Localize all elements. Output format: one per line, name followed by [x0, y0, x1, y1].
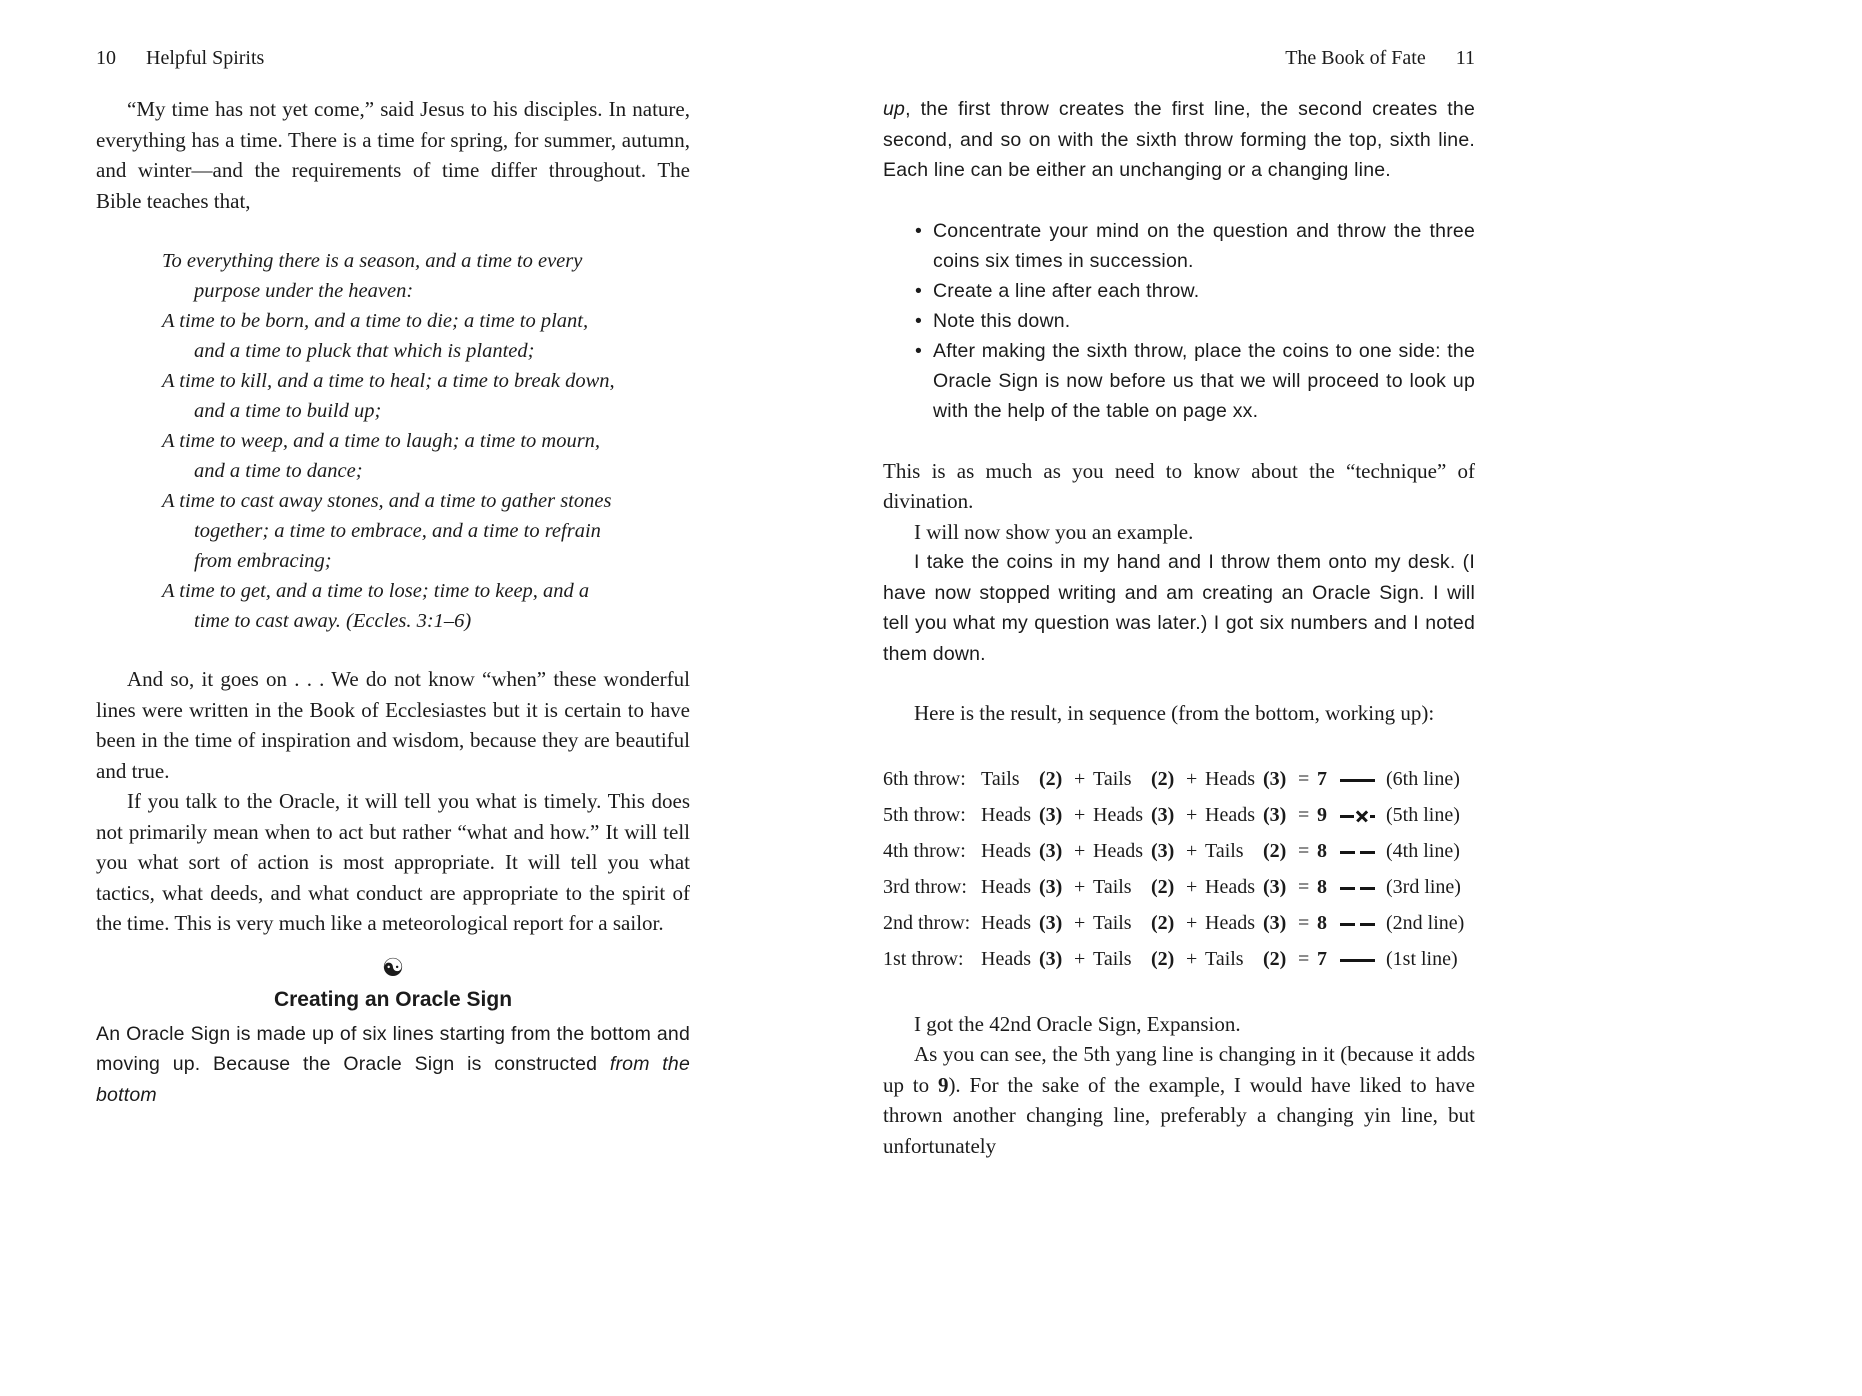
equals-sign: = [1298, 768, 1310, 790]
changing-line-x-icon [1354, 808, 1370, 824]
coin-result: Tails [1093, 876, 1132, 898]
quote-line: from embracing; [194, 550, 332, 572]
coin-result: Heads [1205, 912, 1255, 934]
coin-value: (3) [1263, 768, 1287, 790]
running-header-right [883, 46, 1475, 70]
list-item [915, 276, 1475, 306]
coin-value: (2) [1039, 768, 1063, 790]
line-name: (2nd line) [1386, 912, 1465, 934]
coin-value: (3) [1263, 804, 1287, 826]
coin-result: Heads [1205, 876, 1255, 898]
coin-value: (3) [1151, 840, 1175, 862]
plus-sign: + [1074, 912, 1086, 934]
line-name: (3rd line) [1386, 876, 1461, 898]
paragraph-sign-continuation [883, 94, 1475, 186]
paragraph-text: An Oracle Sign is made up of six lines starting from the bottom and moving up. Because the Oracle Sign is constructed [96, 1022, 690, 1075]
plus-sign: + [1186, 768, 1198, 790]
throw-sum: 9 [1317, 804, 1327, 826]
throw-sum: 7 [1317, 768, 1327, 790]
coin-value: (3) [1039, 912, 1063, 934]
paragraph-throwing-coins: I take the coins in my hand and I throw them onto my desk. (I have now stopped writing and am creating an Oracle Sign. I will tell you what my question was later.) I got six numbers and I noted them down. [883, 551, 1475, 665]
quote-line: together; a time to embrace, and a time to refrain [194, 520, 601, 542]
throw-row [883, 798, 1475, 834]
line-name: (5th line) [1386, 804, 1460, 826]
italic-phrase: up [883, 98, 906, 120]
yin-yang-icon: ☯ [381, 952, 405, 982]
bullet-text: After making the sixth throw, place the coins to one side: the Oracle Sign is now before us that we will proceed to look up with the help of the table on page xx. [933, 339, 1475, 422]
coin-value: (2) [1263, 948, 1287, 970]
instruction-list [915, 216, 1475, 426]
list-item [915, 216, 1475, 276]
quote-line: and a time to build up; [194, 400, 382, 422]
coin-result: Tails [981, 768, 1020, 790]
throw-label: 5th throw: [883, 804, 966, 826]
throw-sum: 8 [1317, 876, 1327, 898]
coin-result: Tails [1093, 768, 1132, 790]
hexagram-line-icon [1340, 842, 1380, 862]
coin-value: (3) [1039, 876, 1063, 898]
coin-value: (2) [1263, 840, 1287, 862]
coin-result: Heads [981, 804, 1031, 826]
coin-value: (3) [1039, 840, 1063, 862]
page-number: 11 [1455, 47, 1475, 69]
hexagram-line-icon [1340, 950, 1380, 970]
hexagram-line-icon [1340, 914, 1380, 934]
coin-value: (2) [1151, 912, 1175, 934]
italic-phrase: from the bottom [96, 1053, 690, 1106]
coin-value: (3) [1039, 804, 1063, 826]
coin-result: Heads [1093, 840, 1143, 862]
plus-sign: + [1186, 840, 1198, 862]
coin-result: Tails [1093, 948, 1132, 970]
paragraph-42nd-sign: I got the 42nd Oracle Sign, Expansion. [914, 1011, 1241, 1036]
coin-value: (2) [1151, 768, 1175, 790]
bullet-icon: • [915, 219, 923, 242]
coin-result: Tails [1093, 912, 1132, 934]
quote-line: A time to weep, and a time to laugh; a time to mourn, [162, 430, 601, 452]
throw-row [883, 906, 1475, 942]
bullet-icon: • [915, 339, 923, 362]
throw-label: 1st throw: [883, 948, 964, 970]
coin-result: Tails [1205, 840, 1244, 862]
bullet-icon: • [915, 279, 923, 302]
quote-line: time to cast away. (Eccles. 3:1–6) [194, 610, 472, 632]
plus-sign: + [1074, 804, 1086, 826]
paragraph-result-intro: Here is the result, in sequence (from the bottom, working up): [914, 701, 1435, 725]
bullet-text: Concentrate your mind on the question and throw the three coins six times in succession. [933, 219, 1475, 272]
page-number: 10 [96, 47, 116, 69]
paragraph-oracle-sign-intro [96, 1019, 690, 1111]
equals-sign: = [1298, 912, 1310, 934]
hexagram-line-icon [1340, 770, 1380, 790]
paragraph-text: ). For the sake of the example, I would have liked to have thrown another changing line, preferably a changing yin line, but unfortunately [883, 1072, 1476, 1158]
equals-sign: = [1298, 876, 1310, 898]
throw-label: 4th throw: [883, 840, 966, 862]
coin-result: Heads [981, 948, 1031, 970]
quote-line: and a time to pluck that which is planted; [194, 340, 535, 362]
throw-row [883, 870, 1475, 906]
right-page [883, 0, 1475, 1396]
coin-value: (3) [1151, 804, 1175, 826]
paragraph-talk-to-oracle: If you talk to the Oracle, it will tell you what is timely. This does not primarily mean when to act but rather “what and how.” It will tell you what sort of action is most appropriate. It will tell you what tactics, what deeds, and what conduct are appropriate to the spirit of the time. This is very much like a meteorological report for a sailor. [96, 789, 690, 935]
paragraph-example: I will now show you an example. [914, 519, 1194, 544]
plus-sign: + [1074, 840, 1086, 862]
quote-line: A time to get, and a time to lose; time to keep, and a [162, 580, 590, 602]
coin-result: Heads [981, 912, 1031, 934]
quote-line: A time to cast away stones, and a time to gather stones [162, 490, 612, 512]
line-name: (6th line) [1386, 768, 1460, 790]
coin-result: Heads [981, 840, 1031, 862]
throw-label: 2nd throw: [883, 912, 971, 934]
quote-line: A time to kill, and a time to heal; a time to break down, [162, 370, 615, 392]
paragraph-technique: This is as much as you need to know about the “technique” of divination. [883, 458, 1475, 513]
plus-sign: + [1074, 876, 1086, 898]
equals-sign: = [1298, 804, 1310, 826]
line-name: (1st line) [1386, 948, 1458, 970]
coin-result: Tails [1205, 948, 1244, 970]
coin-value: (3) [1039, 948, 1063, 970]
section-heading: Creating an Oracle Sign [273, 987, 513, 1011]
left-page [96, 0, 690, 1396]
hexagram-line-icon [1340, 878, 1380, 898]
coin-value: (3) [1263, 876, 1287, 898]
quote-line: A time to be born, and a time to die; a time to plant, [162, 310, 589, 332]
throw-row [883, 942, 1475, 978]
paragraph-jesus-time: “My time has not yet come,” said Jesus to his disciples. In nature, everything has a time. There is a time for spring, for summer, autumn, and winter—and the requirements of time differ throughout. The Bible teaches that, [96, 97, 690, 213]
throw-sum: 8 [1317, 840, 1327, 862]
quote-line: To everything there is a season, and a time to every [162, 250, 583, 272]
plus-sign: + [1186, 912, 1198, 934]
paragraph-and-so: And so, it goes on . . . We do not know “when” these wonderful lines were written in the Book of Ecclesiastes but it is certain to have been in the time of inspiration and wisdom, because they are beautiful and true. [96, 667, 690, 783]
paragraph-text: As you can see, the 5th yang line is changing in it (because it adds up to [883, 1042, 1475, 1097]
running-title: Helpful Spirits [146, 47, 265, 69]
plus-sign: + [1074, 948, 1086, 970]
bullet-text: Create a line after each throw. [933, 279, 1200, 302]
throw-result-table [883, 762, 1475, 978]
ecclesiastes-quote-block [162, 246, 690, 636]
coin-value: (3) [1263, 912, 1287, 934]
bullet-text: Note this down. [933, 309, 1071, 332]
list-item [915, 306, 1475, 336]
throw-sum: 7 [1317, 948, 1327, 970]
running-header-left [96, 46, 690, 70]
bullet-icon: • [915, 309, 923, 332]
coin-result: Heads [1205, 804, 1255, 826]
coin-result: Heads [981, 876, 1031, 898]
line-name: (4th line) [1386, 840, 1460, 862]
throw-row [883, 762, 1475, 798]
throw-label: 6th throw: [883, 768, 966, 790]
throw-label: 3rd throw: [883, 876, 967, 898]
throw-sum: 8 [1317, 912, 1327, 934]
coin-value: (2) [1151, 876, 1175, 898]
plus-sign: + [1074, 768, 1086, 790]
plus-sign: + [1186, 876, 1198, 898]
equals-sign: = [1298, 840, 1310, 862]
list-item [915, 336, 1475, 426]
equals-sign: = [1298, 948, 1310, 970]
plus-sign: + [1186, 948, 1198, 970]
paragraph-closing [883, 1039, 1475, 1161]
quote-line: and a time to dance; [194, 460, 363, 482]
throw-row [883, 834, 1475, 870]
coin-result: Heads [1093, 804, 1143, 826]
quote-line: purpose under the heaven: [194, 280, 414, 302]
paragraph-text: , the first throw creates the first line, the second creates the second, and so on with the sixth throw forming the top, sixth line. Each line can be either an unchanging or a changing line. [883, 98, 1475, 181]
coin-value: (2) [1151, 948, 1175, 970]
coin-result: Heads [1205, 768, 1255, 790]
bold-number: 9 [937, 1072, 949, 1097]
hexagram-line-icon [1340, 806, 1380, 826]
running-title: The Book of Fate [1285, 47, 1426, 69]
plus-sign: + [1186, 804, 1198, 826]
